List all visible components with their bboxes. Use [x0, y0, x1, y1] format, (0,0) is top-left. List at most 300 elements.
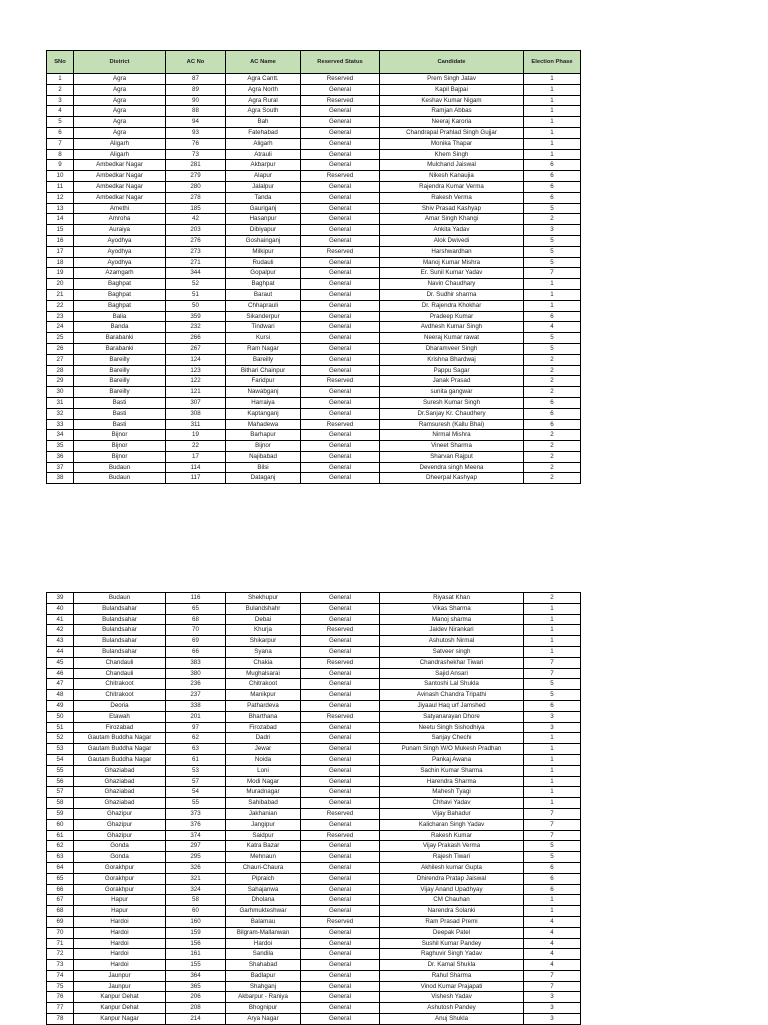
cell-district: Hardoi: [74, 916, 166, 927]
cell-reserved-status: General: [301, 593, 380, 604]
cell-sno: 60: [47, 819, 74, 830]
cell-election-phase: 5: [524, 203, 581, 214]
table-row: [47, 992, 581, 1003]
table-row: [47, 95, 581, 106]
cell-sno: 57: [47, 787, 74, 798]
cell-candidate: Jaidev Nirankari: [380, 625, 524, 636]
cell-district: Firozabad: [74, 722, 166, 733]
cell-district: Ghaziabad: [74, 776, 166, 787]
cell-election-phase: 4: [524, 949, 581, 960]
cell-sno: 74: [47, 970, 74, 981]
cell-ac-no: 69: [166, 636, 226, 647]
cell-reserved-status: Reserved: [301, 830, 380, 841]
cell-candidate: Vinod Kumar Prajapati: [380, 981, 524, 992]
cell-ac-no: 308: [166, 408, 226, 419]
cell-district: Chitrakoot: [74, 679, 166, 690]
cell-ac-no: 58: [166, 895, 226, 906]
cell-election-phase: 1: [524, 106, 581, 117]
cell-district: Gonda: [74, 852, 166, 863]
cell-reserved-status: General: [301, 895, 380, 906]
cell-sno: 34: [47, 430, 74, 441]
cell-ac-name: Baghpat: [226, 279, 301, 290]
cell-ac-name: Hasanpur: [226, 214, 301, 225]
cell-district: Baghpat: [74, 300, 166, 311]
cell-election-phase: 7: [524, 657, 581, 668]
cell-ac-no: 61: [166, 754, 226, 765]
cell-ac-no: 54: [166, 787, 226, 798]
cell-election-phase: 1: [524, 895, 581, 906]
cell-reserved-status: Reserved: [301, 246, 380, 257]
cell-sno: 28: [47, 365, 74, 376]
table-row: [47, 84, 581, 95]
cell-ac-no: 201: [166, 711, 226, 722]
table-row: [47, 387, 581, 398]
cell-candidate: Dheerpal Kashyap: [380, 473, 524, 484]
cell-sno: 15: [47, 225, 74, 236]
cell-ac-no: 374: [166, 830, 226, 841]
cell-ac-name: Pathardeva: [226, 700, 301, 711]
cell-election-phase: 1: [524, 74, 581, 85]
cell-ac-name: Mughalsarai: [226, 668, 301, 679]
cell-sno: 1: [47, 74, 74, 85]
cell-ac-name: Shahabad: [226, 960, 301, 971]
cell-sno: 65: [47, 873, 74, 884]
cell-candidate: Sushil Kumar Pandey: [380, 938, 524, 949]
cell-election-phase: 1: [524, 906, 581, 917]
table-row: [47, 593, 581, 604]
cell-candidate: Rajesh Tiwari: [380, 852, 524, 863]
cell-ac-no: 114: [166, 462, 226, 473]
cell-district: Agra: [74, 74, 166, 85]
cell-sno: 52: [47, 733, 74, 744]
cell-election-phase: 1: [524, 279, 581, 290]
cell-election-phase: 3: [524, 711, 581, 722]
cell-reserved-status: General: [301, 300, 380, 311]
cell-sno: 54: [47, 754, 74, 765]
cell-candidate: Dr. Sudhir sharma: [380, 289, 524, 300]
table-row: [47, 754, 581, 765]
cell-ac-no: 364: [166, 970, 226, 981]
cell-ac-name: Ram Nagar: [226, 343, 301, 354]
cell-ac-name: Chakia: [226, 657, 301, 668]
cell-reserved-status: General: [301, 160, 380, 171]
cell-election-phase: 3: [524, 1014, 581, 1025]
cell-reserved-status: General: [301, 1014, 380, 1025]
cell-district: Chandauli: [74, 668, 166, 679]
cell-sno: 41: [47, 614, 74, 625]
cell-reserved-status: General: [301, 970, 380, 981]
cell-sno: 68: [47, 906, 74, 917]
cell-candidate: Neeraj Kumar rawat: [380, 333, 524, 344]
table-row: [47, 636, 581, 647]
table-row: [47, 117, 581, 128]
cell-reserved-status: Reserved: [301, 419, 380, 430]
table-row: [47, 149, 581, 160]
cell-ac-no: 70: [166, 625, 226, 636]
cell-reserved-status: General: [301, 690, 380, 701]
cell-reserved-status: General: [301, 700, 380, 711]
cell-ac-no: 297: [166, 841, 226, 852]
cell-district: Bulandsahar: [74, 625, 166, 636]
table-row: [47, 160, 581, 171]
cell-reserved-status: General: [301, 722, 380, 733]
cell-ac-name: Pipraich: [226, 873, 301, 884]
table-row: [47, 690, 581, 701]
cell-election-phase: 1: [524, 776, 581, 787]
cell-ac-no: 321: [166, 873, 226, 884]
cell-reserved-status: Reserved: [301, 808, 380, 819]
cell-election-phase: 2: [524, 430, 581, 441]
cell-candidate: Mahesh Tyagi: [380, 787, 524, 798]
cell-candidate: Raghuvir Singh Yadav: [380, 949, 524, 960]
cell-ac-no: 324: [166, 884, 226, 895]
cell-ac-name: Bijnor: [226, 441, 301, 452]
cell-ac-name: Noida: [226, 754, 301, 765]
cell-sno: 76: [47, 992, 74, 1003]
cell-sno: 66: [47, 884, 74, 895]
cell-district: Ghazipur: [74, 830, 166, 841]
cell-ac-no: 19: [166, 430, 226, 441]
cell-candidate: Janak Prasad: [380, 376, 524, 387]
cell-reserved-status: General: [301, 862, 380, 873]
cell-candidate: Manoj sharma: [380, 614, 524, 625]
cell-sno: 19: [47, 268, 74, 279]
cell-district: Ambedkar Nagar: [74, 171, 166, 182]
table-row: [47, 862, 581, 873]
cell-district: Agra: [74, 117, 166, 128]
table-row: [47, 462, 581, 473]
cell-candidate: Khem Singh: [380, 149, 524, 160]
table-row: [47, 171, 581, 182]
cell-reserved-status: General: [301, 798, 380, 809]
cell-sno: 67: [47, 895, 74, 906]
cell-sno: 16: [47, 235, 74, 246]
cell-election-phase: 4: [524, 927, 581, 938]
cell-district: Ayodhya: [74, 257, 166, 268]
cell-ac-no: 185: [166, 203, 226, 214]
cell-ac-no: 88: [166, 106, 226, 117]
cell-election-phase: 6: [524, 311, 581, 322]
cell-election-phase: 7: [524, 668, 581, 679]
cell-ac-no: 53: [166, 765, 226, 776]
cell-ac-no: 116: [166, 593, 226, 604]
cell-candidate: Vineet Sharma: [380, 441, 524, 452]
cell-candidate: Nirmal Mishra: [380, 430, 524, 441]
cell-ac-no: 307: [166, 397, 226, 408]
table-row: [47, 722, 581, 733]
cell-district: Chitrakoot: [74, 690, 166, 701]
cell-election-phase: 5: [524, 246, 581, 257]
cell-district: Bulandsahar: [74, 646, 166, 657]
cell-ac-no: 68: [166, 614, 226, 625]
cell-election-phase: 5: [524, 841, 581, 852]
cell-election-phase: 1: [524, 117, 581, 128]
cell-ac-name: Manikpur: [226, 690, 301, 701]
cell-ac-name: Atrauli: [226, 149, 301, 160]
cell-candidate: Manoj Kumar Mishra: [380, 257, 524, 268]
cell-reserved-status: General: [301, 84, 380, 95]
cell-ac-name: Aligarh: [226, 138, 301, 149]
cell-candidate: Akhilesh kumar Gupta: [380, 862, 524, 873]
cell-ac-name: Shahganj: [226, 981, 301, 992]
cell-candidate: Ashutosh Nirmal: [380, 636, 524, 647]
cell-ac-no: 266: [166, 333, 226, 344]
cell-election-phase: 1: [524, 138, 581, 149]
cell-election-phase: 5: [524, 333, 581, 344]
cell-ac-no: 90: [166, 95, 226, 106]
cell-candidate: Jiyaaul Haq urf Jamshed: [380, 700, 524, 711]
cell-reserved-status: General: [301, 744, 380, 755]
cell-district: Jaunpur: [74, 981, 166, 992]
cell-candidate: Rakesh Verma: [380, 192, 524, 203]
cell-ac-name: Akbarpur - Raniya: [226, 992, 301, 1003]
cell-district: Budaun: [74, 593, 166, 604]
cell-district: Agra: [74, 127, 166, 138]
cell-ac-no: 65: [166, 603, 226, 614]
table-row: [47, 808, 581, 819]
cell-sno: 59: [47, 808, 74, 819]
cell-ac-name: Agra North: [226, 84, 301, 95]
cell-ac-name: Kaptanganj: [226, 408, 301, 419]
cell-candidate: Kalicharan Singh Yadav: [380, 819, 524, 830]
cell-candidate: Pankaj Awana: [380, 754, 524, 765]
cell-ac-no: 281: [166, 160, 226, 171]
table-row: [47, 711, 581, 722]
cell-ac-name: Dataganj: [226, 473, 301, 484]
cell-candidate: Sajid Ansari: [380, 668, 524, 679]
table-row: [47, 225, 581, 236]
table-row: [47, 451, 581, 462]
cell-election-phase: 4: [524, 960, 581, 971]
cell-reserved-status: General: [301, 765, 380, 776]
cell-district: Ghazipur: [74, 819, 166, 830]
cell-election-phase: 1: [524, 744, 581, 755]
cell-election-phase: 6: [524, 397, 581, 408]
cell-district: Bulandsahar: [74, 603, 166, 614]
table-row: [47, 74, 581, 85]
cell-ac-name: Nawabganj: [226, 387, 301, 398]
table-1-body: [47, 74, 581, 484]
cell-district: Budaun: [74, 462, 166, 473]
cell-district: Kanpur Dehat: [74, 992, 166, 1003]
cell-candidate: CM Chauhan: [380, 895, 524, 906]
table-row: [47, 257, 581, 268]
cell-sno: 18: [47, 257, 74, 268]
cell-district: Ghazipur: [74, 808, 166, 819]
cell-election-phase: 1: [524, 765, 581, 776]
cell-ac-name: Jalalpur: [226, 181, 301, 192]
cell-candidate: Sachin Kumar Sharma: [380, 765, 524, 776]
cell-election-phase: 7: [524, 819, 581, 830]
cell-ac-no: 57: [166, 776, 226, 787]
cell-candidate: Monika Thapar: [380, 138, 524, 149]
cell-reserved-status: General: [301, 127, 380, 138]
cell-election-phase: 2: [524, 387, 581, 398]
header-sno: SNo: [47, 51, 74, 74]
cell-reserved-status: Reserved: [301, 625, 380, 636]
cell-ac-name: Kursi: [226, 333, 301, 344]
table-row: [47, 765, 581, 776]
table-row: [47, 960, 581, 971]
cell-sno: 9: [47, 160, 74, 171]
cell-candidate: Pradeep Kumar: [380, 311, 524, 322]
table-row: [47, 473, 581, 484]
cell-sno: 50: [47, 711, 74, 722]
cell-candidate: Kapil Bajpai: [380, 84, 524, 95]
cell-ac-no: 365: [166, 981, 226, 992]
table-row: [47, 873, 581, 884]
cell-district: Bijnor: [74, 441, 166, 452]
cell-sno: 62: [47, 841, 74, 852]
cell-election-phase: 6: [524, 419, 581, 430]
table-row: [47, 625, 581, 636]
cell-sno: 47: [47, 679, 74, 690]
cell-reserved-status: General: [301, 387, 380, 398]
cell-district: Hapur: [74, 895, 166, 906]
cell-district: Budaun: [74, 473, 166, 484]
cell-sno: 6: [47, 127, 74, 138]
cell-ac-no: 159: [166, 927, 226, 938]
cell-sno: 30: [47, 387, 74, 398]
cell-candidate: Ashutosh Pandey: [380, 1003, 524, 1014]
cell-candidate: Sharvan Rajput: [380, 451, 524, 462]
cell-candidate: Ramsuresh (Kallu Bhai): [380, 419, 524, 430]
cell-sno: 11: [47, 181, 74, 192]
cell-ac-no: 155: [166, 960, 226, 971]
cell-sno: 38: [47, 473, 74, 484]
table-row: [47, 214, 581, 225]
cell-reserved-status: Reserved: [301, 711, 380, 722]
table-row: [47, 408, 581, 419]
cell-candidate: Alok Dwivedi: [380, 235, 524, 246]
cell-candidate: Shiv Prasad Kashyap: [380, 203, 524, 214]
cell-ac-no: 50: [166, 300, 226, 311]
cell-sno: 10: [47, 171, 74, 182]
cell-district: Gorakhpur: [74, 884, 166, 895]
cell-district: Ghaziabad: [74, 765, 166, 776]
cell-election-phase: 6: [524, 160, 581, 171]
cell-sno: 26: [47, 343, 74, 354]
cell-ac-name: Balamau: [226, 916, 301, 927]
cell-candidate: sunita gangwar: [380, 387, 524, 398]
cell-sno: 56: [47, 776, 74, 787]
cell-district: Bareilly: [74, 387, 166, 398]
cell-ac-no: 124: [166, 354, 226, 365]
cell-district: Bareilly: [74, 354, 166, 365]
cell-reserved-status: General: [301, 787, 380, 798]
cell-reserved-status: General: [301, 776, 380, 787]
cell-election-phase: 1: [524, 754, 581, 765]
cell-ac-no: 311: [166, 419, 226, 430]
header-reserved-status: Reserved Status: [301, 51, 380, 74]
cell-candidate: Sanjay Chechi: [380, 733, 524, 744]
cell-candidate: Er. Sunil Kumar Yadav: [380, 268, 524, 279]
cell-election-phase: 5: [524, 257, 581, 268]
cell-ac-name: Chhaprauli: [226, 300, 301, 311]
table-row: [47, 1003, 581, 1014]
header-candidate: Candidate: [380, 51, 524, 74]
cell-ac-name: Sahajanwa: [226, 884, 301, 895]
cell-candidate: Avdhesh Kumar Singh: [380, 322, 524, 333]
cell-election-phase: 6: [524, 192, 581, 203]
cell-ac-name: Baraut: [226, 289, 301, 300]
cell-ac-name: Firozabad: [226, 722, 301, 733]
cell-election-phase: 1: [524, 95, 581, 106]
cell-sno: 7: [47, 138, 74, 149]
cell-candidate: Vishesh Yadav: [380, 992, 524, 1003]
cell-reserved-status: General: [301, 268, 380, 279]
cell-district: Aligarh: [74, 138, 166, 149]
cell-ac-no: 55: [166, 798, 226, 809]
cell-sno: 58: [47, 798, 74, 809]
cell-ac-no: 206: [166, 992, 226, 1003]
cell-ac-name: Garhmukteshwar: [226, 906, 301, 917]
cell-district: Hardoi: [74, 927, 166, 938]
cell-sno: 5: [47, 117, 74, 128]
cell-district: Chandauli: [74, 657, 166, 668]
cell-candidate: Punam Singh W/O Mukesh Pradhan: [380, 744, 524, 755]
table-header-row: [47, 51, 581, 74]
cell-sno: 2: [47, 84, 74, 95]
cell-ac-name: Goshainganj: [226, 235, 301, 246]
cell-ac-no: 60: [166, 906, 226, 917]
cell-candidate: Santoshi Lal Shukla: [380, 679, 524, 690]
table-row: [47, 700, 581, 711]
cell-candidate: Dhirendra Pratap Jaiswal: [380, 873, 524, 884]
cell-reserved-status: General: [301, 333, 380, 344]
cell-district: Ghaziabad: [74, 787, 166, 798]
cell-candidate: Anuj Shukla: [380, 1014, 524, 1025]
cell-sno: 46: [47, 668, 74, 679]
cell-election-phase: 2: [524, 376, 581, 387]
cell-sno: 36: [47, 451, 74, 462]
cell-ac-name: Alapur: [226, 171, 301, 182]
cell-ac-name: Mahadewa: [226, 419, 301, 430]
cell-election-phase: 1: [524, 614, 581, 625]
cell-candidate: Chandrapal Prahlad Singh Gujjar: [380, 127, 524, 138]
cell-election-phase: 1: [524, 300, 581, 311]
cell-candidate: Ankita Yadav: [380, 225, 524, 236]
cell-reserved-status: General: [301, 354, 380, 365]
cell-reserved-status: General: [301, 451, 380, 462]
cell-reserved-status: General: [301, 981, 380, 992]
cell-ac-name: Fatehabad: [226, 127, 301, 138]
table-row: [47, 354, 581, 365]
cell-candidate: Dr. Rajendra Khokhar: [380, 300, 524, 311]
cell-ac-name: Harraiya: [226, 397, 301, 408]
cell-ac-no: 214: [166, 1014, 226, 1025]
cell-district: Bulandsahar: [74, 636, 166, 647]
cell-candidate: Nikesh Kanaujia: [380, 171, 524, 182]
cell-candidate: Neetu Singh Sishodhiya: [380, 722, 524, 733]
cell-reserved-status: Reserved: [301, 95, 380, 106]
cell-ac-no: 267: [166, 343, 226, 354]
cell-ac-name: Syana: [226, 646, 301, 657]
cell-candidate: Suresh Kumar Singh: [380, 397, 524, 408]
cell-ac-no: 93: [166, 127, 226, 138]
table-row: [47, 397, 581, 408]
table-row: [47, 235, 581, 246]
cell-ac-name: Bharthana: [226, 711, 301, 722]
table-row: [47, 819, 581, 830]
cell-ac-no: 76: [166, 138, 226, 149]
cell-candidate: Neeraj Karoria: [380, 117, 524, 128]
cell-ac-no: 326: [166, 862, 226, 873]
cell-candidate: Mulchand Jaiswal: [380, 160, 524, 171]
table-row: [47, 668, 581, 679]
cell-district: Hardoi: [74, 949, 166, 960]
cell-ac-name: Rudauli: [226, 257, 301, 268]
